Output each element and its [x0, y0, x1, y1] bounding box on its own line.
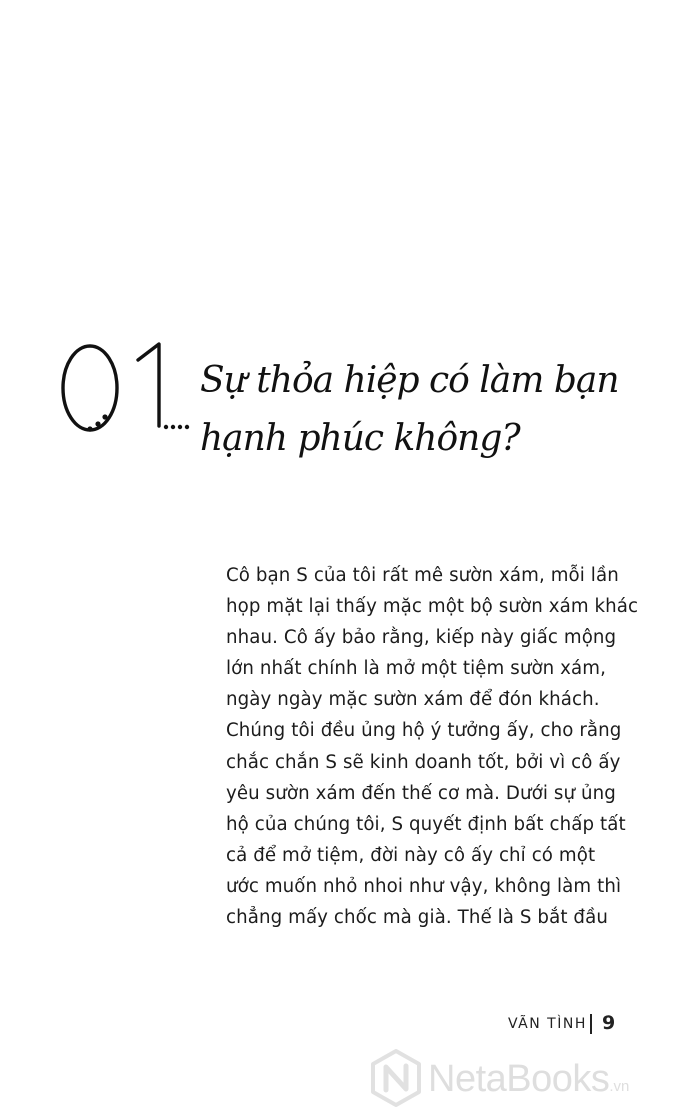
watermark [370, 1048, 690, 1108]
running-head: VÃN TÌNH [508, 1016, 587, 1032]
chapter-title [200, 352, 619, 468]
page-number: 9 [602, 1012, 616, 1034]
netabooks-logo-icon [370, 1048, 422, 1108]
body-line: yêu sườn xám đến thế cơ mà. Dưới sự ủng [226, 782, 616, 804]
body-line: chẳng mấy chốc mà già. Thế là S bắt đầu [226, 907, 608, 929]
watermark-tld: .vn [609, 1078, 630, 1095]
footer-divider [590, 1014, 592, 1034]
body-line: nhau. Cô ấy bảo rằng, kiếp này giấc mộng [226, 627, 617, 649]
chapter-number-zero [63, 346, 117, 430]
chapter-number-graphic [52, 330, 202, 450]
body-line: Chúng tôi đều ủng hộ ý tưởng ấy, cho rằng [226, 720, 622, 742]
chapter-title-line-1: Sự thỏa hiệp có làm bạn [200, 360, 619, 401]
body-line: họp mặt lại thấy mặc một bộ sườn xám khác [226, 596, 639, 618]
watermark-brand: NetaBooks [428, 1058, 610, 1100]
chapter-number [52, 330, 202, 450]
body-line: chắc chắn S sẽ kinh doanh tốt, bởi vì cô ấy [226, 751, 621, 773]
body-line: lớn nhất chính là mở một tiệm sườn xám, [226, 658, 606, 680]
body-line: ngày ngày mặc sườn xám để đón khách. [226, 689, 600, 711]
chapter-title-line-2: hạnh phúc không? [200, 418, 520, 459]
page-footer [500, 1010, 640, 1040]
body-paragraph [226, 560, 666, 933]
body-line: ước muốn nhỏ nhoi như vậy, không làm thì [226, 875, 622, 897]
body-line: hộ của chúng tôi, S quyết định bất chấp tất [226, 813, 626, 835]
chapter-number-one [138, 344, 159, 426]
chapter-number-one-dots [164, 425, 189, 429]
body-line: Cô bạn S của tôi rất mê sườn xám, mỗi lần [226, 565, 619, 586]
body-line: cả để mở tiệm, đời này cô ấy chỉ có một [226, 844, 596, 866]
watermark-text [428, 1058, 629, 1101]
